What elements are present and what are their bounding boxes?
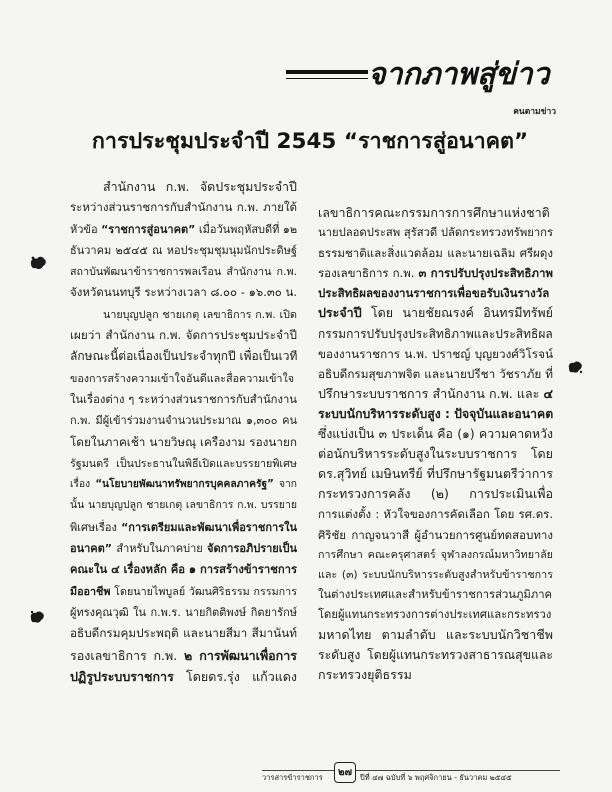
text-segment: โดย นายชัยณรงค์ อินทรมีทรัพย์ bbox=[361, 305, 553, 321]
text-segment: รองเลขาธิการ ก.พ. bbox=[70, 647, 184, 663]
text-segment: เมื่อวันพฤหัสบดีที่ ๑๒ bbox=[195, 222, 297, 236]
text-segment: ธรรมชาติและสิ่งแวดล้อม และนายเฉลิม ศรีผดุง bbox=[318, 246, 553, 261]
text-line bbox=[318, 223, 553, 243]
text-line bbox=[70, 517, 297, 538]
bold-text: ประสิทธิผลของงานราชการเพื่อขอรับเงินรางวัล bbox=[318, 286, 550, 301]
text-line bbox=[103, 176, 297, 197]
bold-text: อนาคต” bbox=[70, 542, 113, 556]
text-line bbox=[318, 504, 553, 524]
bold-text: ๒ การพัฒนาเพื่อการ bbox=[183, 647, 297, 663]
text-segment: ผู้ทรงคุณวุฒิ ใน ก.พ.ร. นายกิตติพงษ์ กิตยารักษ์ bbox=[70, 605, 297, 619]
text-segment: การแต่งตั้ง : หัวใจของการคัดเลือก โดย รศ.ดร. bbox=[318, 507, 553, 522]
bold-text: ๔ bbox=[543, 385, 553, 401]
text-segment: โดยนายไพบูลย์ วัฒนศิริธรรม กรรมการ bbox=[110, 584, 297, 598]
text-line bbox=[318, 364, 553, 384]
text-segment: พิเศษเรื่อง bbox=[70, 520, 122, 534]
text-segment: อธิบดีกรมคุมประพฤติ และนายสีมา สีมานันท์ bbox=[70, 626, 297, 641]
text-line bbox=[70, 368, 297, 389]
text-segment: ธันวาคม ๒๕๔๕ ณ หอประชุมชุมนุมนักประดิษฐ์ bbox=[70, 243, 297, 257]
text-line bbox=[70, 453, 297, 474]
text-segment: รัฐมนตรี เป็นประธานในพิธีเปิดและบรรยายพิเศษ bbox=[70, 456, 297, 470]
bold-text: ๓ การปรับปรุงประสิทธิภาพ bbox=[418, 266, 553, 281]
text-line bbox=[318, 464, 553, 484]
text-segment: ปรึกษาระบบราชการ สำนักงาน ก.พ. และ bbox=[318, 385, 544, 401]
bold-text: “การเตรียมและพัฒนาเพื่อราชการใน bbox=[121, 520, 297, 534]
bold-text: จัดการอภิปรายเป็น bbox=[207, 542, 297, 556]
text-line bbox=[70, 432, 297, 453]
paragraph bbox=[318, 203, 553, 685]
text-line bbox=[70, 219, 297, 240]
text-segment: การศึกษา คณะครุศาสตร์ จุฬาลงกรณ์มหาวิทยาลัย bbox=[318, 547, 553, 561]
article-title: การประชุมประจำปี 2545 “ราชการสู่อนาคต” bbox=[91, 129, 529, 154]
text-segment: ในต่างประเทศและสำหรับข้าราชการส่วนภูมิภาค bbox=[318, 587, 553, 601]
text-line bbox=[70, 495, 297, 516]
text-segment: โดยดร.รุ่ง แก้วแดง bbox=[173, 668, 297, 684]
bold-text: “ราชการสู่อนาคต” bbox=[101, 222, 196, 236]
text-line bbox=[318, 545, 553, 565]
text-segment: โดยผู้แทนกระทรวงการต่างประเทศและกระทรวง bbox=[318, 607, 552, 621]
text-segment: ดร.สุวิทย์ เมษินทรีย์ ที่ปรึกษารัฐมนตรีว่าการ bbox=[318, 466, 553, 482]
text-segment: ระดับสูง โดยผู้แทนกระทรวงสาธารณสุขและ bbox=[318, 648, 553, 663]
text-segment: โดยในภาคเช้า นายวิษณุ เครืองาม รองนายก bbox=[70, 434, 297, 449]
margin-ornament-icon bbox=[29, 610, 45, 624]
margin-ornament-icon bbox=[29, 255, 47, 271]
text-line bbox=[70, 410, 297, 431]
text-segment: นายปลอดประสพ สุรัสวดี ปลัดกระทรวงทรัพยากร bbox=[318, 226, 553, 240]
text-segment: มหาดไทย ตามลำดับ และระบบนักวิชาชีพ bbox=[318, 626, 553, 642]
text-segment: นายบุญปลูก ชายเกตุ เลขาธิการ ก.พ. เปิด bbox=[103, 307, 297, 321]
text-line bbox=[70, 645, 297, 666]
text-line bbox=[318, 444, 553, 464]
header-rule-thin bbox=[286, 78, 368, 79]
text-segment: ต่อนักบริหารระดับสูงในระบบราชการ โดย bbox=[318, 446, 553, 462]
text-line bbox=[70, 581, 297, 602]
text-segment: ซึ่งแบ่งเป็น ๓ ประเด็น คือ (๑) ความคาดหวัง bbox=[318, 427, 553, 442]
journal-name: วารสารข้าราชการ bbox=[262, 773, 323, 782]
text-line bbox=[70, 261, 297, 282]
text-line bbox=[318, 625, 553, 645]
margin-ornament-icon bbox=[567, 360, 583, 374]
text-line bbox=[318, 484, 553, 504]
byline: คนตามข่าว bbox=[513, 107, 556, 117]
text-segment: จาก bbox=[273, 478, 297, 491]
text-segment: ของการสร้างความเข้าใจอันดีและสื่อความเข้าใจ bbox=[70, 371, 295, 385]
text-line bbox=[70, 538, 297, 559]
text-line bbox=[318, 605, 553, 625]
text-segment: สถาบันพัฒนาข้าราชการพลเรือน สำนักงาน ก.พ. bbox=[70, 265, 297, 279]
text-line bbox=[103, 304, 297, 325]
text-line bbox=[318, 324, 553, 344]
text-line bbox=[70, 389, 297, 410]
right-column bbox=[318, 203, 553, 685]
text-line bbox=[318, 585, 553, 605]
left-column bbox=[70, 176, 297, 687]
text-segment: ลักษณะนี้ต่อเนื่องเป็นประจำทุกปี เพื่อเป็นเวที bbox=[70, 349, 297, 364]
text-segment: ของงานราชการ น.พ. ปราชญ์ บุญยวงศ์วิโรจน์ bbox=[318, 346, 553, 361]
paragraph bbox=[70, 304, 297, 687]
text-line bbox=[70, 240, 297, 261]
text-segment: ในเรื่องต่าง ๆ ระหว่างส่วนราชการกับสำนักงาน bbox=[70, 392, 297, 406]
text-line bbox=[70, 474, 297, 495]
text-line bbox=[318, 384, 553, 404]
page-number: ๒๗ bbox=[334, 762, 356, 783]
text-segment: เผยว่า สำนักงาน ก.พ. จัดการประชุมประจำปี bbox=[70, 328, 297, 343]
issue-info: ปีที่ ๔๗ ฉบับที่ ๖ พฤศจิกายน - ธันวาคม ๒๕๔๕ bbox=[360, 773, 512, 782]
text-line bbox=[318, 565, 553, 585]
text-line bbox=[70, 325, 297, 346]
bold-text: ประจำปี bbox=[318, 305, 362, 321]
text-line bbox=[70, 602, 297, 623]
bold-text: มืออาชีพ bbox=[70, 584, 111, 598]
text-line bbox=[70, 282, 297, 303]
text-segment: ระหว่างส่วนราชการกับสำนักงาน ก.พ. ภายใต้ bbox=[70, 200, 297, 215]
text-segment: สำหรับในภาคบ่าย bbox=[112, 542, 208, 556]
text-segment: กระทรวงการคลัง (๒) การประเมินเพื่อ bbox=[318, 486, 553, 502]
header-rule-thick bbox=[286, 70, 368, 74]
text-segment: เลขาธิการคณะกรรมการการศึกษาแห่งชาติ bbox=[318, 205, 550, 220]
text-segment: ก.พ. มีผู้เข้าร่วมงานจำนวนประมาณ ๑,๓๐๐ คน bbox=[70, 414, 297, 428]
bold-text: ระบบนักบริหารระดับสูง : ปัจจุบันและอนาคต bbox=[318, 406, 553, 421]
text-line bbox=[318, 203, 553, 223]
text-line bbox=[70, 346, 297, 367]
text-segment: กระทรวงยุติธรรม bbox=[318, 667, 412, 683]
text-segment: ศิริชัย กาญจนวาสี ผู้อำนวยการศูนย์ทดสอบทาง bbox=[318, 527, 553, 542]
paragraph bbox=[70, 176, 297, 304]
text-line bbox=[318, 404, 553, 424]
section-title: จากภาพสู่ข่าว bbox=[368, 57, 550, 92]
text-segment: รองเลขาธิการ ก.พ. bbox=[318, 266, 419, 281]
footer-rule bbox=[262, 770, 560, 771]
text-line bbox=[318, 243, 553, 263]
text-line bbox=[70, 197, 297, 218]
text-line bbox=[318, 263, 553, 283]
text-line bbox=[70, 559, 297, 580]
bold-text: คณะใน ๔ เรื่องหลัก คือ ๑ การสร้างข้าราชการ bbox=[70, 563, 297, 577]
text-segment: กรรมการปรับปรุงประสิทธิภาพและประสิทธิผล bbox=[318, 326, 553, 341]
text-segment: หัวข้อ bbox=[70, 222, 102, 236]
text-line bbox=[318, 344, 553, 364]
text-line bbox=[318, 665, 553, 685]
bold-text: “นโยบายพัฒนาทรัพยากรบุคคลภาครัฐ” bbox=[95, 478, 274, 491]
text-line bbox=[318, 424, 553, 444]
text-line bbox=[318, 645, 553, 665]
text-segment: นั้น นายบุญปลูก ชายเกตุ เลขาธิการ ก.พ. บรรยาย bbox=[70, 499, 297, 512]
text-segment: สำนักงาน ก.พ. จัดประชุมประจำปี bbox=[103, 179, 297, 194]
text-line bbox=[318, 283, 553, 303]
text-segment: และ (๓) ระบบนักบริหารระดับสูงสำหรับข้าราชการ bbox=[318, 567, 553, 581]
text-line bbox=[70, 666, 297, 687]
text-segment: เรื่อง bbox=[70, 478, 96, 491]
text-segment: จังหวัดนนทบุรี ระหว่างเวลา ๘.๐๐ - ๑๖.๓๐ น. bbox=[70, 285, 297, 300]
text-line bbox=[70, 623, 297, 644]
text-line bbox=[318, 525, 553, 545]
text-segment: อธิบดีกรมสุขภาพจิต และนายปรีชา วัชราภัย ที่ bbox=[318, 366, 553, 381]
bold-text: ปฏิรูประบบราชการ bbox=[70, 668, 174, 684]
text-line bbox=[318, 303, 553, 323]
